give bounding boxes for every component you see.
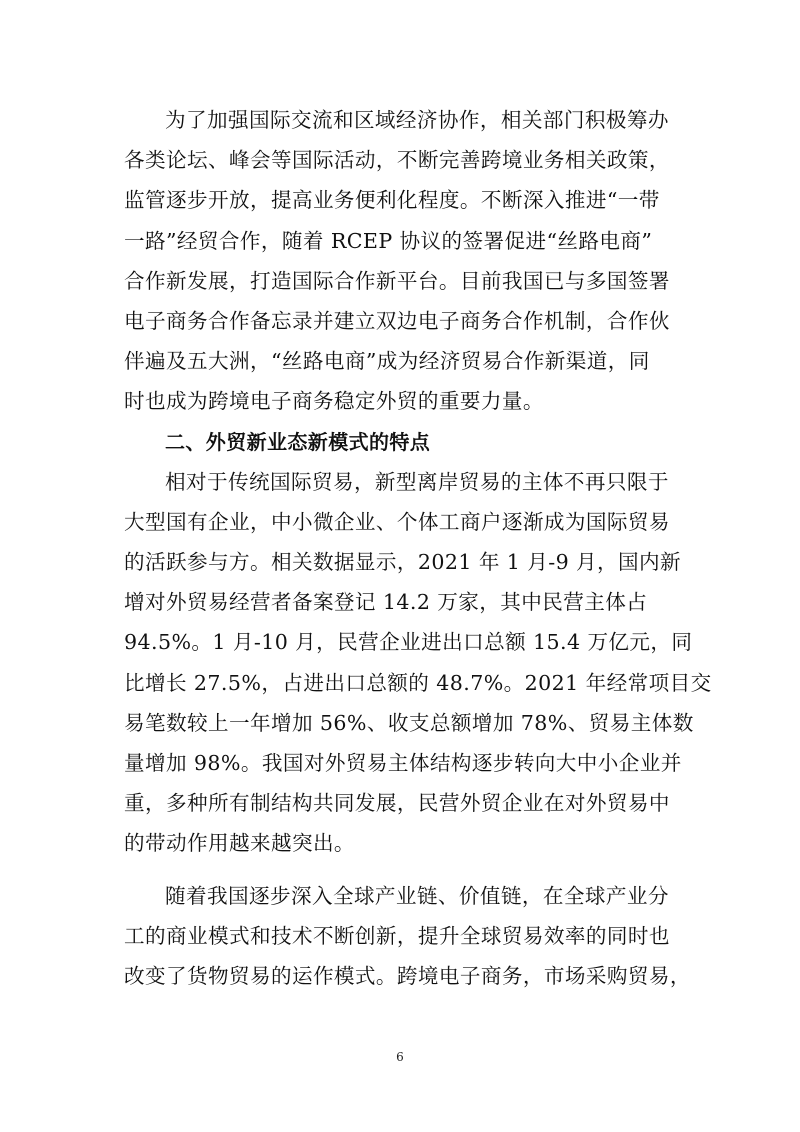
paragraph-line: 94.5%。1 月-10 月，民营企业进出口总额 15.4 万亿元，同 [124, 630, 693, 655]
paragraph-spacer [124, 864, 680, 876]
paragraph-line: 各类论坛、峰会等国际活动，不断完善跨境业务相关政策， [124, 148, 670, 173]
paragraph-line: 监管逐步开放，提高业务便利化程度。不断深入推进“一带 [124, 188, 660, 213]
paragraph-line: 相对于传统国际贸易，新型离岸贸易的主体不再只限于 [165, 469, 669, 494]
section-heading: 二、外贸新业态新模式的特点 [165, 429, 431, 454]
paragraph-line: 电子商务合作备忘录并建立双边电子商务合作机制，合作伙 [124, 308, 670, 333]
paragraph-line: 伴遍及五大洲，“丝路电商”成为经济贸易合作新渠道，同 [124, 349, 650, 374]
paragraph-2 [124, 462, 712, 864]
paragraph-line: 随着我国逐步深入全球产业链、价值链，在全球产业分 [165, 883, 669, 908]
paragraph-1 [124, 100, 680, 422]
paragraph-line: 的活跃参与方。相关数据显示，2021 年 1 月-9 月，国内新 [124, 550, 682, 575]
paragraph-line: 工的商业模式和技术不断创新，提升全球贸易效率的同时也 [124, 923, 670, 948]
page-number: 6 [396, 1050, 404, 1064]
paragraph-line: 合作新发展，打造国际合作新平台。目前我国已与多国签署 [124, 268, 670, 293]
paragraph-line: 的带动作用越来越突出。 [124, 831, 355, 856]
paragraph-line: 易笔数较上一年增加 56%、收支总额增加 78%、贸易主体数 [124, 710, 694, 735]
paragraph-line: 增对外贸易经营者备案登记 14.2 万家，其中民营主体占 [124, 590, 648, 615]
paragraph-line: 重，多种所有制结构共同发展，民营外贸企业在对外贸易中 [124, 791, 670, 816]
document-body [124, 100, 712, 996]
paragraph-line: 改变了货物贸易的运作模式。跨境电子商务，市场采购贸易， [124, 963, 691, 988]
paragraph-line: 比增长 27.5%，占进出口总额的 48.7%。2021 年经常项目交 [124, 670, 712, 695]
paragraph-line: 为了加强国际交流和区域经济协作，相关部门积极筹办 [165, 108, 669, 132]
paragraph-line: 时也成为跨境电子商务稳定外贸的重要力量。 [124, 389, 544, 414]
paragraph-line: 大型国有企业，中小微企业、个体工商户逐渐成为国际贸易 [124, 509, 670, 534]
paragraph-line: 量增加 98%。我国对外贸易主体结构逐步转向大中小企业并 [124, 751, 682, 775]
paragraph-3 [124, 876, 691, 997]
paragraph-line: 一路”经贸合作，随着 RCEP 协议的签署促进“丝路电商” [124, 228, 653, 253]
